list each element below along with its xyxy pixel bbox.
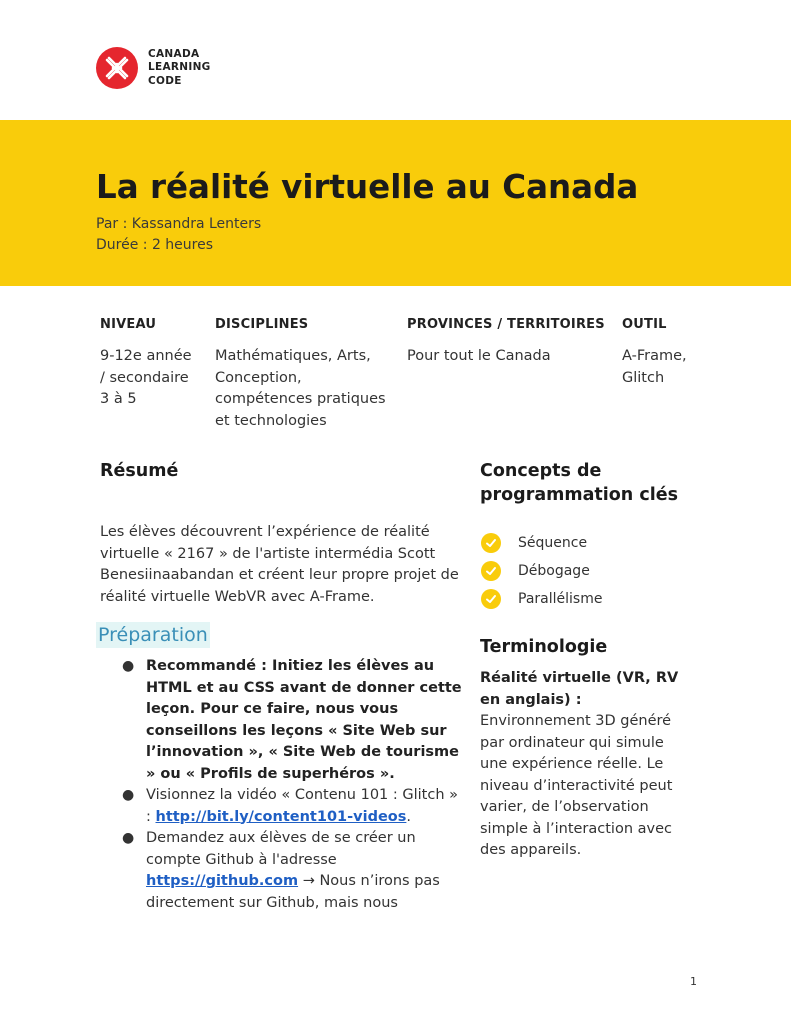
disciplines-value: Mathématiques, Arts, Conception, compétences pratiques et technologies bbox=[215, 348, 386, 429]
checkmark-icon bbox=[481, 589, 501, 609]
term-definition: Environnement 3D généré par ordinateur qui simule une expérience réelle. Le niveau d’interactivité peut varier, de l’observation simple à l’interaction avec des appareils. bbox=[480, 713, 673, 858]
concept-label: Séquence bbox=[518, 535, 588, 551]
logo-line: CANADA bbox=[148, 47, 200, 60]
duration: Durée : 2 heures bbox=[96, 237, 214, 253]
arrow-icon: → bbox=[302, 873, 315, 889]
logo-line: LEARNING bbox=[148, 61, 211, 74]
disciplines-header: DISCIPLINES bbox=[215, 317, 309, 332]
checkmark-icon bbox=[481, 561, 501, 581]
provinces-header: PROVINCES / TERRITOIRES bbox=[407, 317, 605, 332]
terminologie-heading: Terminologie bbox=[480, 637, 608, 657]
bullet-icon: ● bbox=[122, 830, 135, 846]
concept-label: Parallélisme bbox=[518, 591, 603, 607]
page-title: La réalité virtuelle au Canada bbox=[96, 168, 639, 206]
term: Réalité virtuelle (VR, RV en anglais) : bbox=[480, 670, 679, 708]
video-link[interactable]: http://bit.ly/content101-videos bbox=[155, 808, 407, 825]
niveau-header: NIVEAU bbox=[100, 317, 157, 332]
logo-wordmark bbox=[148, 48, 211, 89]
canada-learning-code-logo-icon bbox=[96, 47, 138, 89]
recommendation-text: Recommandé : Initiez les élèves au HTML et au CSS avant de donner cette leçon. Pour ce faire, nous vous conseillons les leçons « Site Web sur l’innovation », « Site Web de tourisme » ou « Profils de superhéros ». bbox=[146, 658, 462, 782]
outil-value: A-Frame, Glitch bbox=[622, 348, 687, 386]
niveau-value: 9-12e année / secondaire 3 à 5 bbox=[100, 348, 192, 407]
video-text: Visionnez la vidéo « Contenu 101 : Glitch » : bbox=[146, 787, 459, 825]
bullet-icon: ● bbox=[122, 658, 135, 674]
list-item bbox=[122, 785, 467, 828]
terminologie-text bbox=[480, 668, 692, 862]
bullet-icon: ● bbox=[122, 787, 135, 803]
author: Par : Kassandra Lenters bbox=[96, 216, 262, 232]
logo-line: CODE bbox=[148, 74, 182, 87]
concept-label: Débogage bbox=[518, 563, 590, 579]
github-link[interactable]: https://github.com bbox=[146, 873, 299, 889]
list-item bbox=[122, 656, 467, 785]
list-item bbox=[481, 529, 602, 557]
provinces-value: Pour tout le Canada bbox=[407, 348, 551, 364]
page-number: 1 bbox=[690, 975, 697, 988]
outil-header: OUTIL bbox=[622, 317, 667, 332]
preparation-heading: Préparation bbox=[98, 624, 208, 646]
checkmark-icon bbox=[481, 533, 501, 553]
list-item bbox=[481, 557, 602, 585]
resume-text: Les élèves découvrent l’expérience de réalité virtuelle « 2167 » de l'artiste intermédia Scott Benesiinaabandan et créent leur propre projet de réalité virtuelle WebVR avec A-Frame. bbox=[100, 524, 459, 605]
concepts-heading: Concepts de programmation clés bbox=[480, 461, 679, 505]
video-period: . bbox=[406, 808, 411, 825]
github-text: Demandez aux élèves de se créer un compte Github à l'adresse bbox=[146, 830, 416, 868]
concepts-list bbox=[481, 529, 602, 613]
list-item bbox=[481, 585, 602, 613]
logo bbox=[96, 47, 211, 89]
resume-heading: Résumé bbox=[100, 461, 179, 481]
github-continuation: Nous n’irons pas directement sur Github, mais nous bbox=[146, 873, 440, 911]
preparation-list bbox=[122, 656, 467, 914]
list-item bbox=[122, 828, 467, 914]
